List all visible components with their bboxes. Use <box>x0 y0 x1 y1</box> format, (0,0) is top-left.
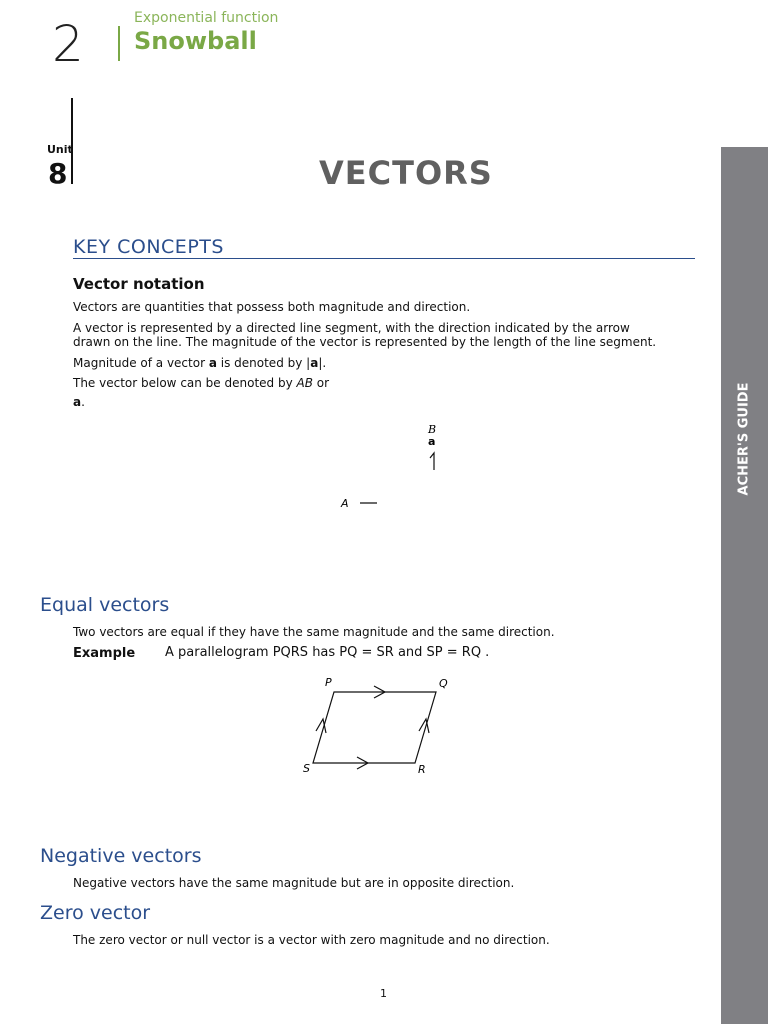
point-s: S <box>303 762 310 775</box>
key-concepts-heading: KEY CONCEPTS <box>73 236 224 258</box>
side-tab <box>721 147 768 1024</box>
vector-notation-p4 <box>73 376 329 390</box>
vector-notation-p2 <box>73 321 656 349</box>
arrow-sp-icon <box>316 719 326 733</box>
chapter-subtitle: Exponential function <box>134 10 279 26</box>
point-q: Q <box>439 677 448 690</box>
equal-vectors-text: Two vectors are equal if they have the same magnitude and the same direction. <box>73 625 555 639</box>
p3-text-after: is denoted by | <box>216 356 311 370</box>
vector-notation-heading: Vector notation <box>73 275 205 293</box>
vector-point-a: A <box>341 497 349 510</box>
p4-text-before: The vector below can be denoted by <box>73 376 297 390</box>
p3-bold-a: a <box>208 356 217 370</box>
chapter-title: Snowball <box>134 27 257 55</box>
vector-notation-p2-line1: A vector is represented by a directed line segment, with the direction indicated by the arrow <box>73 321 630 335</box>
p3-abs-a: a <box>310 356 319 370</box>
negative-vectors-heading: Negative vectors <box>40 845 202 867</box>
zero-vector-text: The zero vector or null vector is a vector with zero magnitude and no direction. <box>73 933 550 947</box>
p5-bold-a: a <box>73 395 82 409</box>
p4-italic-ab: AB <box>296 376 313 390</box>
parallelogram-shape <box>313 692 436 763</box>
vector-notation-p3 <box>73 356 326 370</box>
unit-number: 8 <box>48 157 68 190</box>
example-text: A parallelogram PQRS has PQ = SR and SP = RQ . <box>165 645 490 660</box>
unit-divider <box>71 98 73 184</box>
vector-label-a: a <box>428 435 436 448</box>
page-number: 1 <box>380 987 387 1000</box>
p3-text-before: Magnitude of a vector <box>73 356 209 370</box>
page-title: VECTORS <box>319 154 493 192</box>
chapter-number: 2 <box>52 15 84 73</box>
key-concepts-rule <box>73 258 695 259</box>
point-p: P <box>325 676 332 689</box>
vector-point-b: B <box>428 423 437 436</box>
point-r: R <box>418 763 426 776</box>
negative-vectors-text: Negative vectors have the same magnitude but are in opposite direction. <box>73 876 515 890</box>
zero-vector-heading: Zero vector <box>40 902 151 924</box>
example-label: Example <box>73 646 136 661</box>
unit-label: Unit <box>47 143 73 156</box>
p3-text-end: |. <box>318 356 327 370</box>
vector-notation-p1: Vectors are quantities that possess both magnitude and direction. <box>73 300 471 314</box>
vector-notation-p5 <box>73 395 85 409</box>
parallelogram-diagram <box>298 673 458 783</box>
vector-notation-p2-line2: drawn on the line. The magnitude of the vector is represented by the length of the line segment. <box>73 335 657 349</box>
vector-arrowhead <box>430 453 434 470</box>
p5-text-end: . <box>81 395 85 409</box>
p4-text-after: or <box>312 376 330 390</box>
equal-vectors-heading: Equal vectors <box>40 594 170 616</box>
vector-ab-diagram <box>320 415 460 520</box>
side-tab-label: ACHER'S GUIDE <box>736 382 752 496</box>
chapter-divider <box>118 26 120 61</box>
